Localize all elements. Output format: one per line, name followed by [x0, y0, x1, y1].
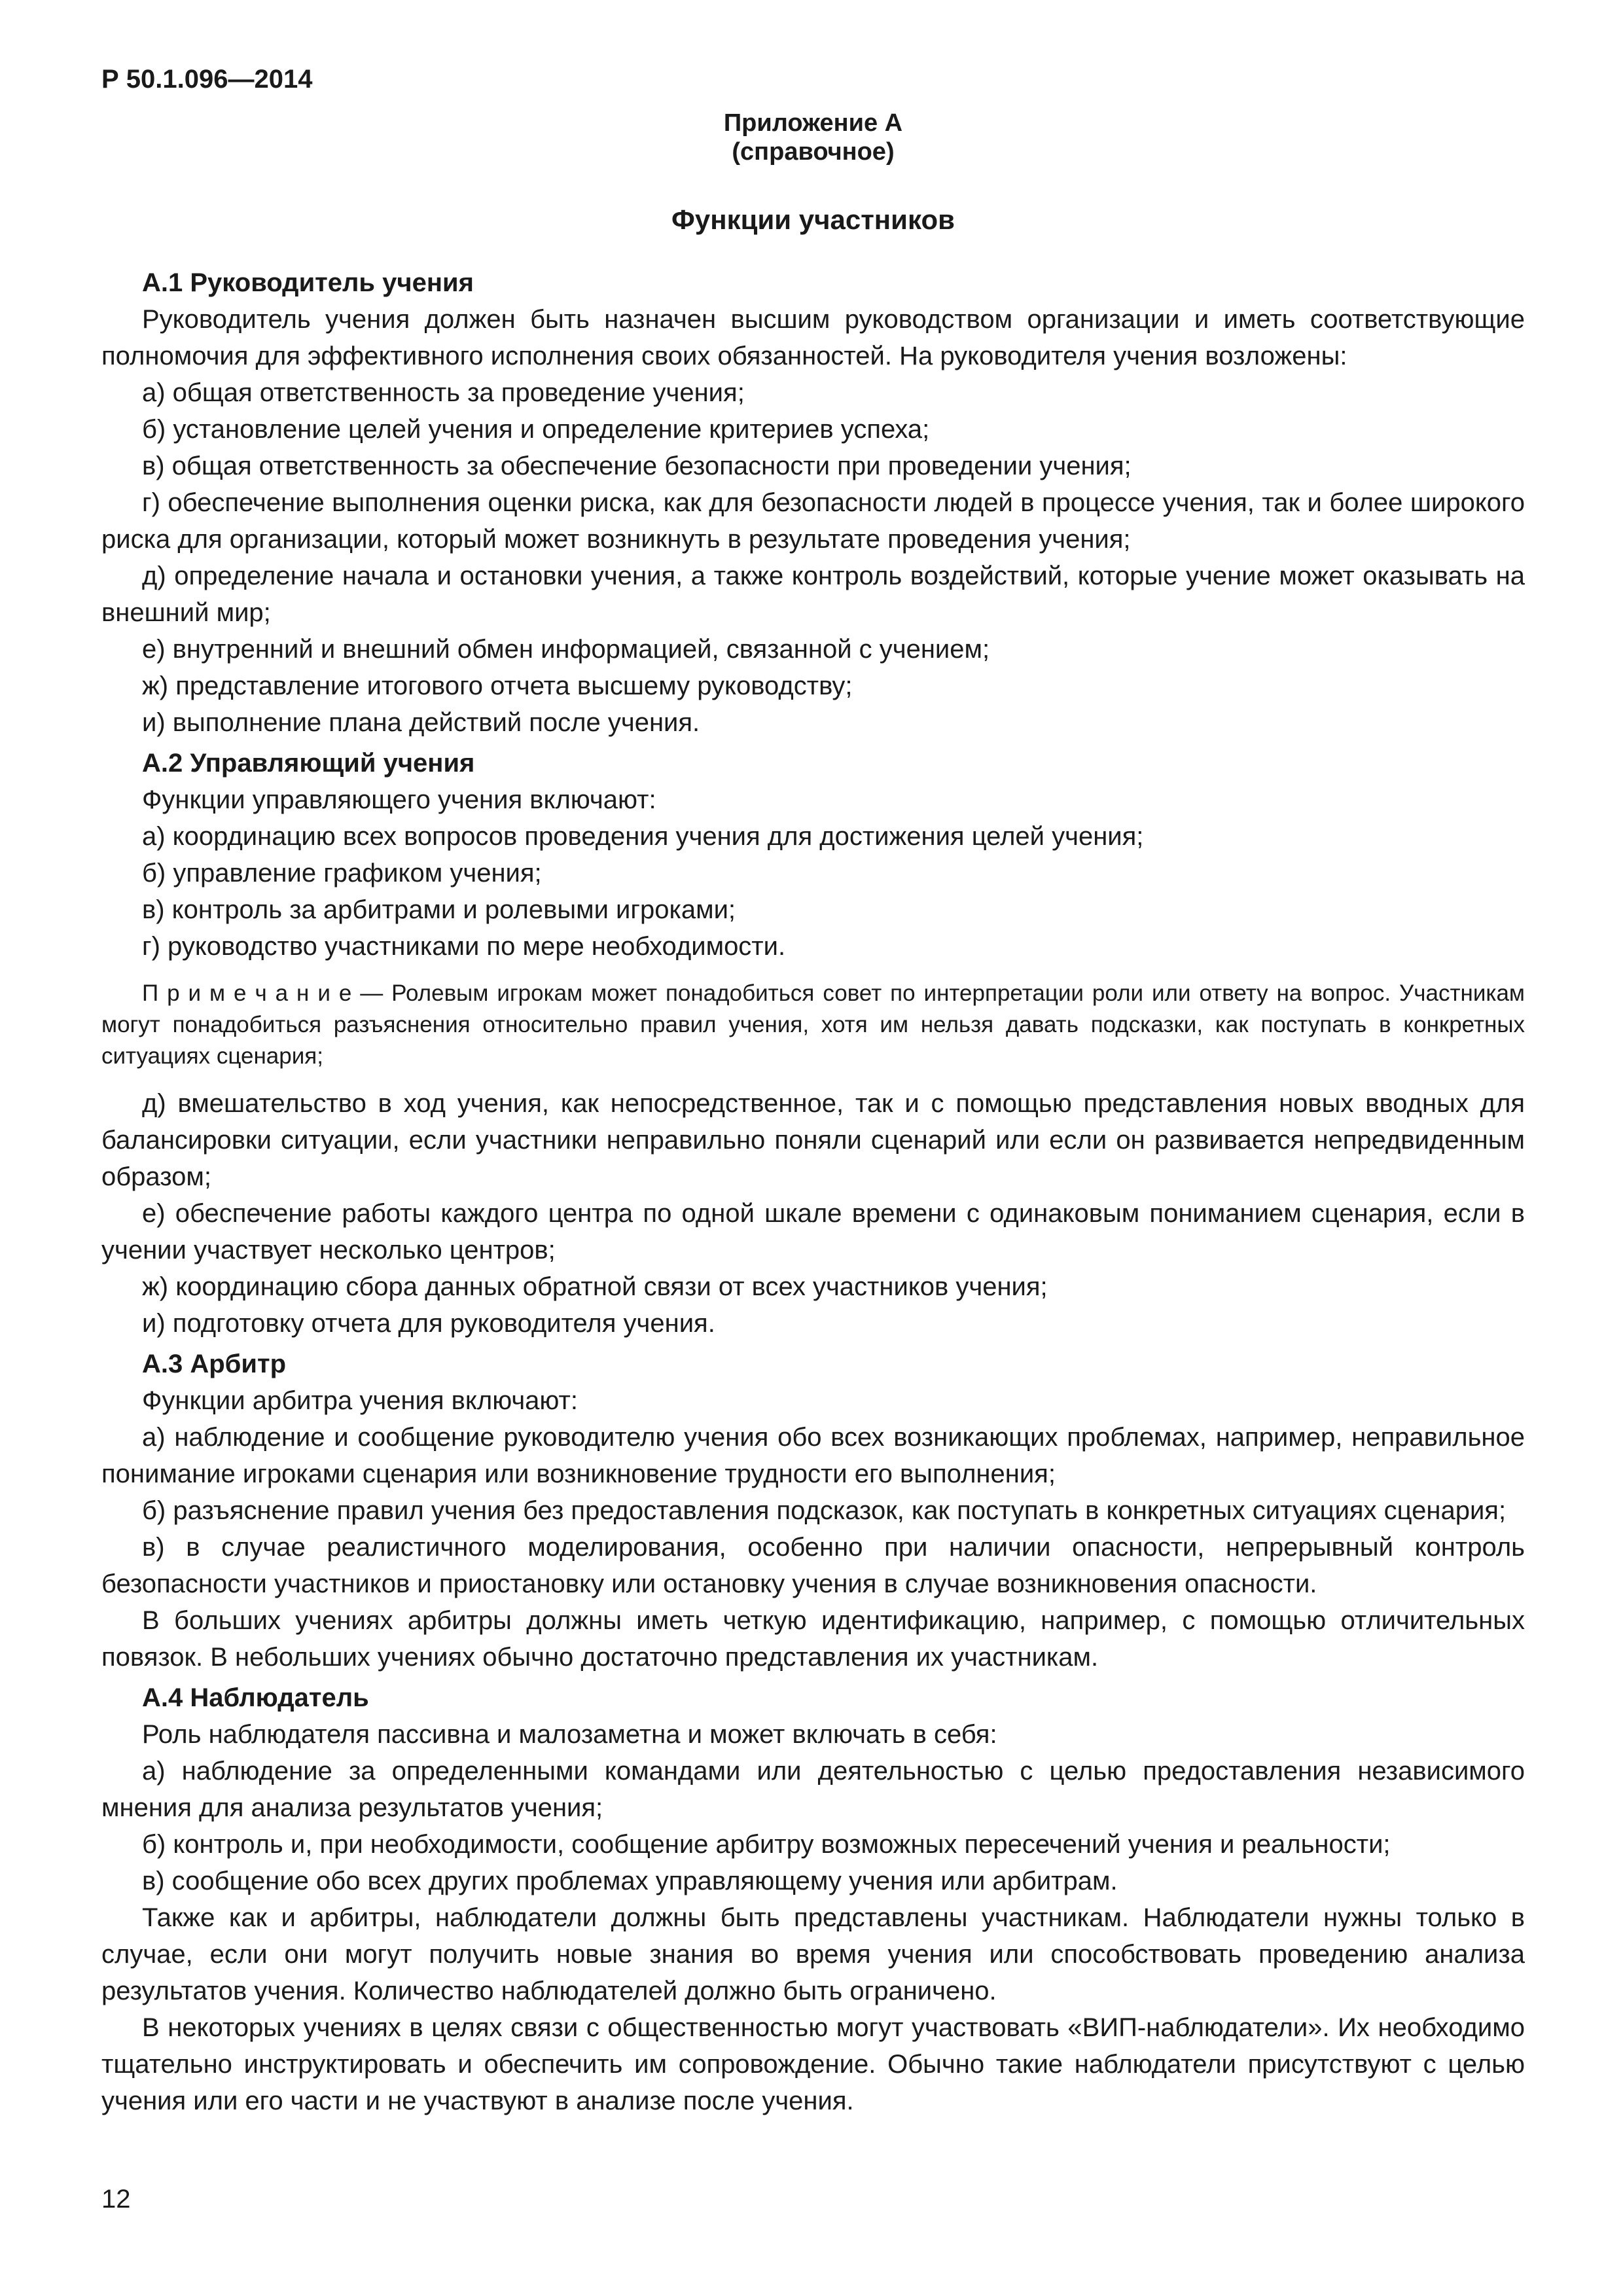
paragraph: б) контроль и, при необходимости, сообщение арбитру возможных пересечений учения и реальности; — [142, 1830, 1391, 1859]
paragraph: Также как и арбитры, наблюдатели должны быть представлены участникам. Наблюдатели нужны только в случае, если они могут получить новые знания во время учения или способствовать проведению анализа результатов учения. Количество наблюдателей должно быть ограничено. — [101, 1903, 1525, 2005]
page-number: 12 — [101, 2185, 131, 2214]
paragraph: б) управление графиком учения; — [142, 859, 542, 888]
paragraph: Функции арбитра учения включают: — [142, 1386, 578, 1415]
note-paragraph: П р и м е ч а н и е — Ролевым игрокам может понадобиться совет по интерпретации роли или ответу на вопрос. Участникам могут понадобиться разъяснения относительно правил учения, хотя им нельзя давать подсказки, как поступать в конкретных ситуациях сценария; — [101, 980, 1525, 1069]
paragraph: б) разъяснение правил учения без предоставления подсказок, как поступать в конкретных ситуациях сценария; — [142, 1496, 1507, 1525]
page-title: Функции участников — [671, 204, 955, 235]
section-heading: А.3 Арбитр — [142, 1350, 286, 1378]
document-body — [101, 264, 1525, 2119]
paragraph: В некоторых учениях в целях связи с общественностью могут участвовать «ВИП-наблюдатели». Их необходимо тщательно инструктировать и обеспечить им сопровождение. Обычно такие наблюдатели присутствуют с целью учения или его части и не участвуют в анализе после учения. — [101, 2013, 1525, 2115]
paragraph: в) в случае реалистичного моделирования, особенно при наличии опасности, непрерывный контроль безопасности участников и приостановку или остановку учения в случае возникновения опасности. — [101, 1533, 1525, 1598]
paragraph: в) контроль за арбитрами и ролевыми игроками; — [142, 895, 736, 924]
appendix-label: Приложение А — [723, 109, 903, 137]
paragraph: в) сообщение обо всех других проблемах управляющему учения или арбитрам. — [142, 1867, 1118, 1895]
section-heading: А.4 Наблюдатель — [142, 1683, 369, 1712]
paragraph: а) координацию всех вопросов проведения учения для достижения целей учения; — [142, 822, 1144, 851]
document-number: Р 50.1.096—2014 — [101, 65, 313, 94]
paragraph: б) установление целей учения и определение критериев успеха; — [142, 415, 930, 444]
paragraph: Функции управляющего учения включают: — [142, 785, 656, 814]
paragraph: Роль наблюдателя пассивна и малозаметна и может включать в себя: — [142, 1720, 997, 1749]
section-heading: А.2 Управляющий учения — [142, 749, 475, 778]
paragraph: е) обеспечение работы каждого центра по одной шкале времени с одинаковым пониманием сценария, если в учении участвует несколько центров; — [101, 1199, 1525, 1265]
paragraph: В больших учениях арбитры должны иметь четкую идентификацию, например, с помощью отличительных повязок. В небольших учениях обычно достаточно представления их участникам. — [101, 1606, 1525, 1672]
paragraph: в) общая ответственность за обеспечение безопасности при проведении учения; — [142, 452, 1132, 480]
paragraph: а) общая ответственность за проведение учения; — [142, 378, 745, 407]
paragraph: и) подготовку отчета для руководителя учения. — [142, 1309, 715, 1338]
paragraph: д) вмешательство в ход учения, как непосредственное, так и с помощью представления новых вводных для балансировки ситуации, если участники неправильно поняли сценарий или если он развивается непредвиденным образом; — [101, 1089, 1525, 1191]
paragraph: е) внутренний и внешний обмен информацией, связанной с учением; — [142, 635, 990, 664]
paragraph: г) обеспечение выполнения оценки риска, как для безопасности людей в процессе учения, так и более широкого риска для организации, который может возникнуть в результате проведения учения; — [101, 488, 1525, 554]
paragraph: а) наблюдение за определенными командами или деятельностью с целью предоставления независимого мнения для анализа результатов учения; — [101, 1757, 1525, 1822]
appendix-type: (справочное) — [732, 138, 895, 166]
paragraph: и) выполнение плана действий после учения. — [142, 708, 700, 737]
appendix-header — [101, 109, 1525, 166]
paragraph: д) определение начала и остановки учения, а также контроль воздействий, которые учение может оказывать на внешний мир; — [101, 562, 1525, 627]
paragraph: Руководитель учения должен быть назначен высшим руководством организации и иметь соответствующие полномочия для эффективного исполнения своих обязанностей. На руководителя учения возложены: — [101, 305, 1525, 370]
paragraph: а) наблюдение и сообщение руководителю учения обо всех возникающих проблемах, например, неправильное понимание игроками сценария или возникновение трудности его выполнения; — [101, 1423, 1525, 1488]
paragraph: ж) координацию сбора данных обратной связи от всех участников учения; — [142, 1272, 1048, 1301]
paragraph: г) руководство участниками по мере необходимости. — [142, 932, 786, 961]
paragraph: ж) представление итогового отчета высшему руководству; — [142, 672, 853, 700]
section-heading: А.1 Руководитель учения — [142, 268, 474, 297]
